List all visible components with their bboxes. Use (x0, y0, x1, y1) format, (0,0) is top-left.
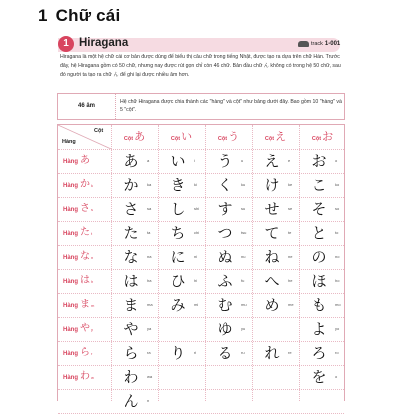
chapter-heading (38, 6, 120, 26)
row-kana: た (80, 227, 90, 238)
kana-romaji: me (288, 302, 294, 307)
kana-cell (207, 245, 252, 269)
kana-cell (113, 389, 158, 413)
column-kana: え (275, 130, 287, 143)
kana-romaji: fu (241, 278, 245, 283)
kana-char: は (123, 272, 139, 290)
column-kana: あ (134, 130, 146, 143)
kana-romaji: no (335, 254, 340, 259)
row-kana: は (80, 275, 90, 286)
kana-char: し (170, 200, 186, 218)
kana-cell (301, 293, 346, 317)
kana-cell (301, 341, 346, 365)
kana-cell (254, 221, 299, 245)
row-word: Hàng (63, 207, 78, 213)
kana-char: こ (311, 176, 327, 194)
kana-romaji: ne (288, 254, 293, 259)
kana-char: み (170, 296, 186, 314)
kana-char: り (170, 344, 186, 362)
kana-cell (113, 269, 158, 293)
kana-char: せ (264, 200, 280, 218)
kana-char: さ (123, 200, 139, 218)
kana-romaji: re (288, 350, 292, 355)
kana-cell (254, 365, 299, 389)
section-title: Hiragana (79, 37, 129, 49)
corner-row-label: Hàng (62, 139, 76, 145)
column-kana: お (322, 130, 334, 143)
kana-char: ら (123, 344, 139, 362)
kana-cell (207, 173, 252, 197)
row-kana: わ (80, 371, 90, 382)
track-id: 1-001 (324, 41, 341, 47)
row-kana: ら (80, 347, 90, 358)
kana-cell (254, 197, 299, 221)
kana-romaji: chi (194, 230, 200, 235)
row-romaji: t (91, 231, 93, 236)
kana-char: ほ (311, 272, 327, 290)
kana-romaji: te (288, 230, 292, 235)
row-header (58, 341, 111, 365)
section-number: 1 (58, 36, 74, 52)
kana-romaji: u (241, 158, 244, 163)
row-word: Hàng (63, 351, 78, 357)
kana-char: れ (264, 344, 280, 362)
row-word: Hàng (63, 279, 78, 285)
kana-char: ふ (217, 272, 233, 290)
row-romaji: w (91, 375, 94, 380)
corner-col-label: Cột (94, 128, 104, 134)
kana-cell (301, 221, 346, 245)
kana-char: へ (264, 272, 280, 290)
kana-cell (207, 389, 252, 413)
kana-cell (160, 293, 205, 317)
kana-char: あ (123, 152, 139, 170)
kana-romaji: ki (194, 182, 197, 187)
row-word: Hàng (63, 231, 78, 237)
row-romaji: r (91, 351, 93, 356)
row-header (58, 245, 111, 269)
column-header (300, 125, 345, 149)
note-text: Hệ chữ Hiragana được chia thành các "hàng" và cột" như bảng dưới đây. Bao gồm 10 "hàng" và 5 "cột". (120, 99, 342, 114)
row-word: Hàng (63, 375, 78, 381)
kana-cell (301, 197, 346, 221)
kana-romaji: ya (147, 326, 152, 331)
kana-romaji: o (335, 158, 338, 163)
kana-romaji: e (288, 158, 291, 163)
kana-cell (301, 245, 346, 269)
column-word: Cột (217, 136, 228, 142)
kana-romaji: i (194, 158, 195, 163)
table-col-line (205, 125, 206, 401)
kana-cell (113, 197, 158, 221)
row-word: Hàng (63, 327, 78, 333)
chapter-title: Chữ cái (55, 6, 121, 25)
kana-char: や (123, 320, 139, 338)
kana-romaji: yo (335, 326, 340, 331)
kana-cell (301, 389, 346, 413)
kana-romaji: ro (335, 350, 339, 355)
kana-romaji: wa (147, 374, 153, 379)
kana-cell (301, 173, 346, 197)
kana-cell (207, 365, 252, 389)
kana-cell (254, 341, 299, 365)
note-box (57, 93, 345, 120)
kana-romaji: su (241, 206, 246, 211)
intro-paragraph: Hiragana là một hệ chữ cái cơ bản được dùng để biểu thị câu chữ trong tiếng Nhật, được tạo ra dựa trên chữ Hán. Trước đây, hệ Hiragana gồm có 50 chữ, nhưng nay được rút gọn chỉ còn 46 chữ. Bản đầu chữ ん không có trong hệ 50 chữ, sau đó người ta tạo ra chữ ん để ghi lại được nhiều âm hơn. (60, 54, 341, 79)
kana-romaji: ni (194, 254, 198, 259)
kana-cell (207, 221, 252, 245)
kana-romaji: ko (335, 182, 340, 187)
kana-cell (113, 173, 158, 197)
kana-char: ま (123, 296, 139, 314)
kana-cell (301, 317, 346, 341)
kana-char: お (311, 152, 327, 170)
table-col-line (252, 125, 253, 401)
kana-cell (254, 389, 299, 413)
column-word: Cột (123, 136, 134, 142)
kana-cell (254, 173, 299, 197)
kana-char: き (170, 176, 186, 194)
kana-cell (254, 269, 299, 293)
kana-cell (113, 221, 158, 245)
kana-romaji: ku (241, 182, 246, 187)
kana-cell (254, 293, 299, 317)
kana-char: か (123, 176, 139, 194)
kana-romaji: ho (335, 278, 340, 283)
column-header (206, 125, 251, 149)
kana-cell (160, 245, 205, 269)
kana-char: わ (123, 368, 139, 386)
kana-romaji: ke (288, 182, 293, 187)
kana-char: の (311, 248, 327, 266)
row-header (58, 149, 111, 173)
kana-romaji: hi (194, 278, 198, 283)
row-kana: さ (80, 203, 90, 214)
row-romaji: m (91, 303, 95, 308)
headphones-icon (298, 41, 309, 47)
kana-romaji: na (147, 254, 152, 259)
kana-cell (113, 341, 158, 365)
kana-char: え (264, 152, 280, 170)
kana-cell (301, 149, 346, 173)
kana-cell (160, 341, 205, 365)
kana-cell (113, 293, 158, 317)
kana-cell (254, 149, 299, 173)
table-col-line (111, 125, 112, 401)
kana-cell (160, 269, 205, 293)
track-prefix: track (311, 41, 323, 47)
row-kana: な (80, 251, 90, 262)
row-header (58, 293, 111, 317)
kana-romaji: mi (194, 302, 199, 307)
kana-romaji: ka (147, 182, 152, 187)
kana-char: め (264, 296, 280, 314)
kana-romaji: sa (147, 206, 152, 211)
row-word: Hàng (63, 183, 78, 189)
kana-char: ゆ (217, 320, 233, 338)
kana-char: を (311, 368, 327, 386)
table-col-line (299, 125, 300, 401)
kana-romaji: yu (241, 326, 246, 331)
row-kana: か (80, 179, 90, 190)
kana-romaji: he (288, 278, 293, 283)
kana-romaji: a (147, 158, 150, 163)
kana-cell (207, 269, 252, 293)
kana-char: て (264, 224, 280, 242)
kana-char: ひ (170, 272, 186, 290)
row-header (58, 197, 111, 221)
kana-cell (254, 245, 299, 269)
kana-char: も (311, 296, 327, 314)
column-header (159, 125, 204, 149)
row-header (58, 365, 111, 389)
kana-char: そ (311, 200, 327, 218)
kana-char: う (217, 152, 233, 170)
column-word: Cột (264, 136, 275, 142)
kana-romaji: ri (194, 350, 197, 355)
kana-romaji: nu (241, 254, 246, 259)
kana-char: す (217, 200, 233, 218)
column-kana: う (228, 130, 240, 143)
kana-cell (207, 341, 252, 365)
kana-char: と (311, 224, 327, 242)
row-header (58, 221, 111, 245)
kana-char: ね (264, 248, 280, 266)
row-word: Hàng (63, 159, 78, 165)
kana-cell (113, 149, 158, 173)
chapter-number: 1 (38, 6, 48, 25)
kana-cell (160, 221, 205, 245)
kana-romaji: to (335, 230, 339, 235)
column-word: Cột (170, 136, 181, 142)
kana-romaji: ta (147, 230, 151, 235)
kana-char: よ (311, 320, 327, 338)
kana-romaji: ru (241, 350, 245, 355)
column-word: Cột (311, 136, 322, 142)
row-kana: ま (80, 299, 90, 310)
kana-romaji: shi (194, 206, 200, 211)
kana-cell (301, 365, 346, 389)
kana-romaji: ra (147, 350, 151, 355)
note-label: 46 âm (58, 94, 116, 119)
kana-romaji: mu (241, 302, 247, 307)
row-header (58, 269, 111, 293)
kana-char: む (217, 296, 233, 314)
kana-char: つ (217, 224, 233, 242)
row-kana: や (80, 323, 90, 334)
kana-char: る (217, 344, 233, 362)
row-header (58, 317, 111, 341)
audio-track[interactable] (298, 41, 340, 47)
kana-char: ぬ (217, 248, 233, 266)
table-col-line (158, 125, 159, 401)
kana-romaji: tsu (241, 230, 247, 235)
kana-romaji: o (335, 374, 338, 379)
kana-romaji: ma (147, 302, 153, 307)
kana-char: い (170, 152, 186, 170)
row-romaji: s (91, 207, 93, 212)
kana-cell (113, 365, 158, 389)
kana-cell (254, 317, 299, 341)
column-header (253, 125, 298, 149)
row-header (58, 173, 111, 197)
column-kana: い (181, 130, 193, 143)
kana-romaji: ha (147, 278, 152, 283)
kana-cell (207, 197, 252, 221)
row-word: Hàng (63, 303, 78, 309)
kana-char: ち (170, 224, 186, 242)
kana-char: ろ (311, 344, 327, 362)
kana-romaji: so (335, 206, 340, 211)
kana-cell (207, 317, 252, 341)
kana-char: ん (123, 392, 139, 410)
kana-cell (113, 317, 158, 341)
kana-cell (160, 317, 205, 341)
kana-romaji: n (147, 398, 150, 403)
kana-cell (301, 269, 346, 293)
column-header (112, 125, 157, 149)
row-romaji: y (91, 327, 93, 332)
hiragana-table (57, 124, 345, 410)
kana-cell (160, 365, 205, 389)
row-romaji: h (91, 279, 94, 284)
kana-char: け (264, 176, 280, 194)
kana-char: な (123, 248, 139, 266)
kana-cell (160, 173, 205, 197)
kana-cell (160, 389, 205, 413)
row-romaji: k (91, 183, 93, 188)
row-romaji: n (91, 255, 94, 260)
kana-char: た (123, 224, 139, 242)
kana-cell (160, 149, 205, 173)
kana-cell (113, 245, 158, 269)
kana-char: に (170, 248, 186, 266)
row-word: Hàng (63, 255, 78, 261)
kana-cell (160, 197, 205, 221)
kana-char: く (217, 176, 233, 194)
kana-romaji: se (288, 206, 293, 211)
kana-cell (207, 149, 252, 173)
kana-romaji: mo (335, 302, 341, 307)
row-kana: あ (80, 155, 90, 166)
kana-cell (207, 293, 252, 317)
